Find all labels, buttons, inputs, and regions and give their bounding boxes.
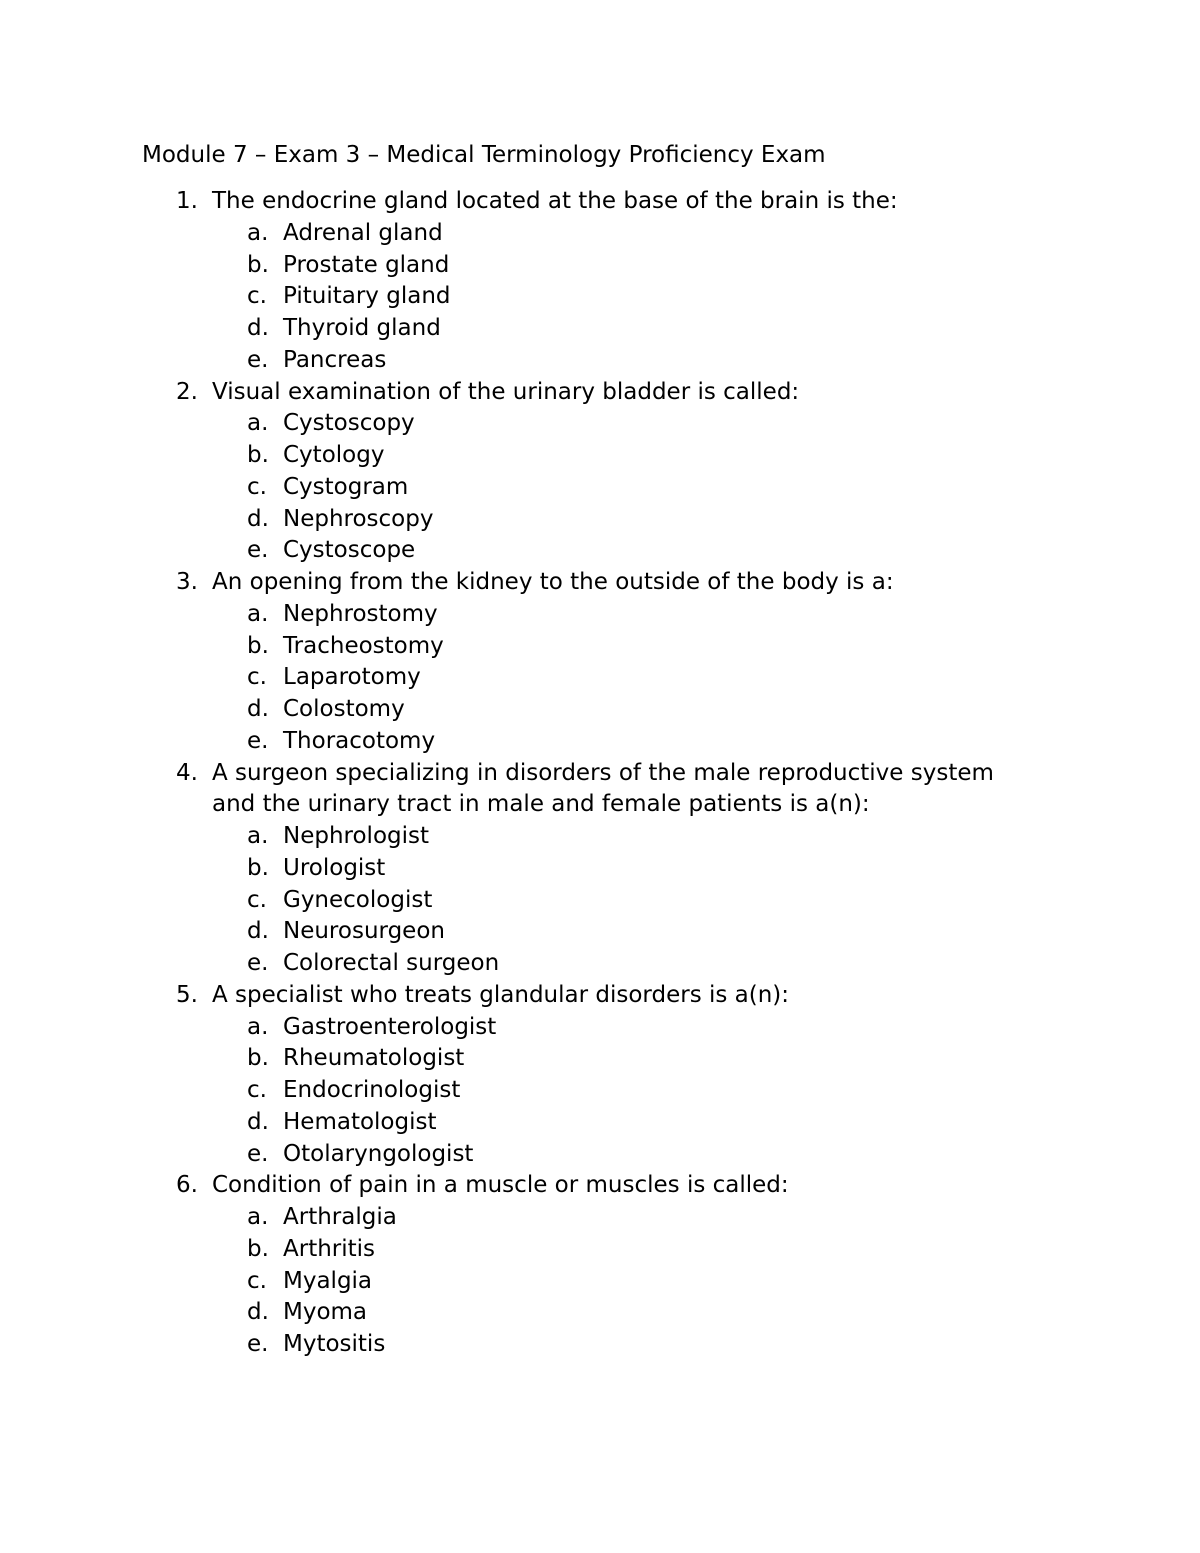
option-text: Myalgia — [283, 1267, 373, 1294]
option-letter: b. — [247, 1045, 269, 1072]
answer-option — [0, 853, 1200, 885]
answer-option — [0, 1234, 1200, 1266]
option-text: Nephroscopy — [283, 505, 434, 532]
option-letter: e. — [247, 1140, 269, 1167]
option-letter: d. — [247, 505, 269, 532]
option-letter: c. — [247, 473, 267, 500]
option-list — [0, 599, 1200, 758]
option-text: Rheumatologist — [283, 1045, 465, 1072]
option-text: Pancreas — [283, 346, 387, 373]
option-letter: c. — [247, 1077, 267, 1103]
answer-option — [0, 948, 1200, 980]
answer-option — [0, 504, 1200, 536]
answer-option — [0, 281, 1200, 313]
answer-option — [0, 916, 1200, 948]
option-letter: e. — [247, 537, 269, 564]
option-list — [0, 1202, 1200, 1361]
question-list — [0, 186, 1200, 1361]
question-2 — [0, 377, 1200, 568]
question-1 — [0, 186, 1200, 377]
option-text: Cystoscope — [283, 537, 416, 564]
answer-option — [0, 1329, 1200, 1361]
option-letter: b. — [247, 442, 269, 468]
option-text: Arthritis — [283, 1235, 376, 1262]
option-letter: a. — [247, 1204, 269, 1230]
option-text: Hematologist — [283, 1108, 437, 1135]
option-letter: c. — [247, 283, 267, 310]
option-text: Nephrostomy — [283, 600, 438, 627]
question-number: 3. — [176, 569, 198, 595]
option-letter: a. — [247, 823, 269, 849]
option-text: Prostate gland — [283, 251, 450, 278]
option-list — [0, 1012, 1200, 1171]
option-letter: e. — [247, 1331, 269, 1357]
answer-option — [0, 1043, 1200, 1075]
option-letter: b. — [247, 632, 269, 659]
answer-option — [0, 1266, 1200, 1298]
question-5 — [0, 980, 1200, 1171]
option-text: Thyroid gland — [283, 315, 441, 341]
option-letter: b. — [247, 854, 269, 881]
option-letter: a. — [247, 600, 269, 627]
option-letter: c. — [247, 886, 267, 913]
option-text: Laparotomy — [283, 664, 421, 691]
option-letter: a. — [247, 1013, 269, 1040]
answer-option — [0, 250, 1200, 282]
option-text: Colorectal surgeon — [283, 950, 500, 976]
question-text: The endocrine gland located at the base of the brain is the: — [212, 188, 898, 214]
answer-option — [0, 345, 1200, 377]
answer-option — [0, 218, 1200, 250]
answer-option — [0, 599, 1200, 631]
answer-option — [0, 662, 1200, 694]
option-letter: d. — [247, 1108, 269, 1135]
option-letter: d. — [247, 918, 269, 945]
option-letter: e. — [247, 346, 269, 373]
option-text: Endocrinologist — [283, 1077, 461, 1103]
option-text: Pituitary gland — [283, 283, 451, 310]
question-3 — [0, 567, 1200, 758]
option-text: Gynecologist — [283, 886, 433, 913]
answer-option — [0, 631, 1200, 663]
option-list — [0, 821, 1200, 980]
option-text: Gastroenterologist — [283, 1013, 497, 1040]
option-text: Urologist — [283, 854, 386, 881]
option-letter: b. — [247, 1235, 269, 1262]
option-text: Cytology — [283, 442, 385, 468]
answer-option — [0, 535, 1200, 567]
option-text: Arthralgia — [283, 1204, 397, 1230]
answer-option — [0, 885, 1200, 917]
option-text: Otolaryngologist — [283, 1140, 474, 1167]
option-text: Cystoscopy — [283, 410, 415, 437]
option-text: Neurosurgeon — [283, 918, 445, 945]
option-letter: d. — [247, 1299, 269, 1326]
option-text: Myoma — [283, 1299, 368, 1326]
question-text: Condition of pain in a muscle or muscles is called: — [212, 1172, 789, 1199]
answer-option — [0, 408, 1200, 440]
question-text: An opening from the kidney to the outside of the body is a: — [212, 569, 894, 595]
question-text: A specialist who treats glandular disorders is a(n): — [212, 981, 790, 1008]
answer-option — [0, 1075, 1200, 1107]
answer-option — [0, 1107, 1200, 1139]
answer-option — [0, 472, 1200, 504]
answer-option — [0, 313, 1200, 345]
answer-option — [0, 1297, 1200, 1329]
option-text: Adrenal gland — [283, 219, 443, 246]
option-text: Thoracotomy — [283, 727, 436, 754]
question-text: A surgeon specializing in disorders of the male reproductive system and the urinary tract in male and female patients is a(n): — [212, 759, 994, 818]
option-letter: e. — [247, 727, 269, 754]
document-title: Module 7 – Exam 3 – Medical Terminology Proficiency Exam — [142, 142, 826, 168]
question-6 — [0, 1170, 1200, 1361]
option-letter: c. — [247, 1267, 267, 1294]
question-4 — [0, 758, 1200, 980]
option-text: Mytositis — [283, 1331, 386, 1357]
option-list — [0, 408, 1200, 567]
option-letter: b. — [247, 251, 269, 278]
question-number: 6. — [176, 1172, 198, 1199]
answer-option — [0, 694, 1200, 726]
answer-option — [0, 440, 1200, 472]
question-number: 4. — [176, 759, 198, 786]
question-number: 1. — [176, 188, 198, 214]
answer-option — [0, 726, 1200, 758]
option-letter: a. — [247, 219, 269, 246]
option-letter: c. — [247, 664, 267, 691]
answer-option — [0, 821, 1200, 853]
option-letter: d. — [247, 696, 269, 722]
option-text: Cystogram — [283, 473, 409, 500]
option-text: Tracheostomy — [283, 632, 444, 659]
question-text: Visual examination of the urinary bladder is called: — [212, 378, 800, 405]
question-number: 2. — [176, 378, 198, 405]
answer-option — [0, 1139, 1200, 1171]
option-text: Nephrologist — [283, 823, 430, 849]
option-letter: a. — [247, 410, 269, 437]
question-number: 5. — [176, 981, 198, 1008]
answer-option — [0, 1202, 1200, 1234]
option-letter: d. — [247, 315, 269, 341]
option-text: Colostomy — [283, 696, 405, 722]
answer-option — [0, 1012, 1200, 1044]
option-letter: e. — [247, 950, 269, 976]
option-list — [0, 218, 1200, 377]
